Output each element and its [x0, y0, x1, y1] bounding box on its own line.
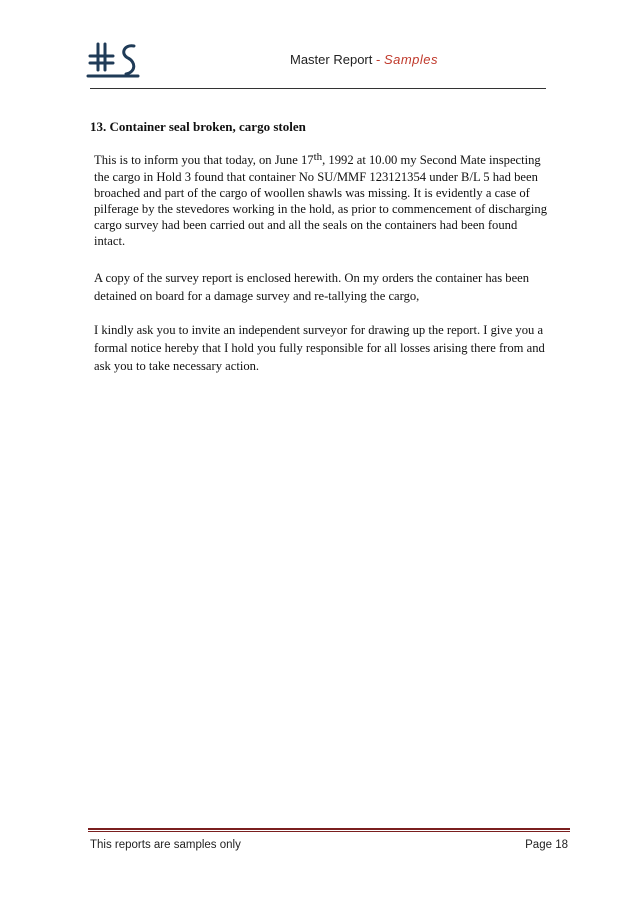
ordinal-superscript: th — [313, 151, 323, 163]
footer-note: This reports are samples only — [90, 839, 241, 851]
header-main-title: Master Report — [290, 52, 373, 67]
page-number: Page 18 — [525, 839, 568, 851]
company-logo-icon — [86, 40, 142, 80]
footer-divider — [88, 828, 570, 832]
paragraph-1-start: This is to inform you that today, on June 17 — [94, 153, 314, 167]
paragraph-1-rest: , 1992 at 10.00 my Second Mate inspecting the cargo in Hold 3 found that container No SU/MMF 123121354 under B/L 5 had been broached and part of the cargo of woollen shawls was missing. It is evidently a case of pilferage by the stevedores working in the hold, as prior to commencement of discharging cargo survey had been carried out and all the seals on the containers had been found intact. — [94, 153, 548, 248]
body-paragraph-1 — [94, 152, 550, 249]
section-heading: 13. Container seal broken, cargo stolen — [90, 119, 306, 134]
body-paragraph-3: I kindly ask you to invite an independent surveyor for drawing up the report. I give you a formal notice hereby that I hold you fully responsible for all losses arising there from and ask you to take necessary action. — [94, 323, 545, 373]
header-title — [290, 52, 438, 67]
header-divider — [90, 88, 546, 89]
body-paragraph-2: A copy of the survey report is enclosed herewith. On my orders the container has been detained on board for a damage survey and re-tallying the cargo, — [94, 271, 530, 303]
header-separator: - — [372, 52, 384, 67]
header-subtitle: Samples — [383, 52, 439, 67]
